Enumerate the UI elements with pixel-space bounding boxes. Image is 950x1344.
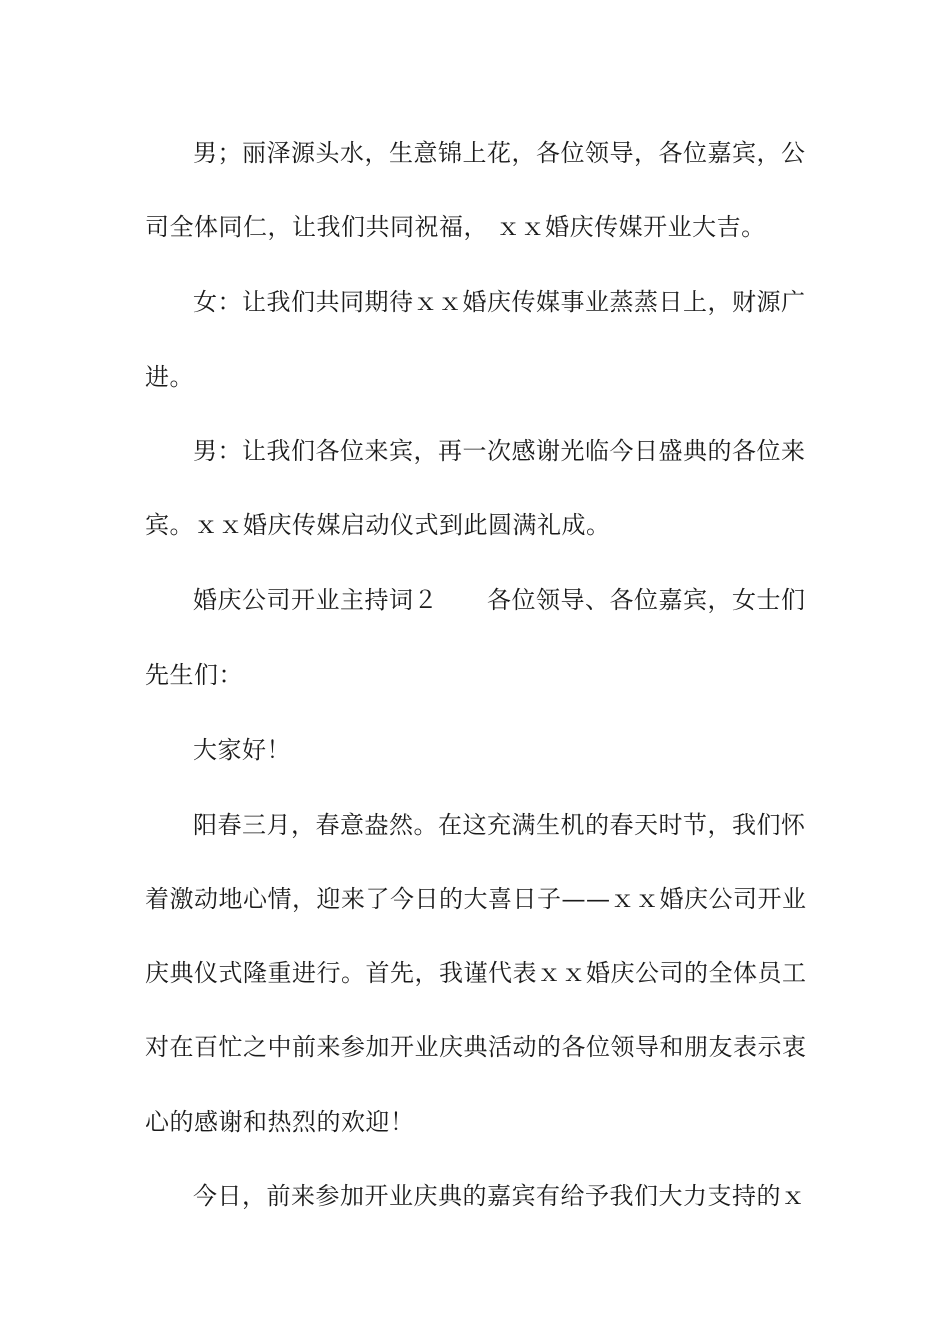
text-line: 司全体同仁，让我们共同祝福， ｘｘ婚庆传媒开业大吉。	[145, 213, 766, 241]
text-line: 阳春三月，春意盎然。在这充满生机的春天时节，我们怀	[193, 811, 806, 839]
text-line: 今日，前来参加开业庆典的嘉宾有给予我们大力支持的ｘ	[193, 1182, 806, 1210]
text-line: 着激动地心情，迎来了今日的大喜日子——ｘｘ婚庆公司开业	[145, 885, 807, 913]
text-line: 男：让我们各位来宾，再一次感谢光临今日盛典的各位来	[193, 437, 806, 465]
text-line: 心的感谢和热烈的欢迎！	[145, 1108, 415, 1136]
text-line: 先生们：	[145, 661, 243, 689]
text-line: 大家好！	[193, 736, 291, 764]
text-line: 婚庆公司开业主持词２ 各位领导、各位嘉宾，女士们	[193, 586, 806, 614]
text-line: 进。	[145, 363, 194, 391]
text-line: 男；丽泽源头水，生意锦上花，各位领导，各位嘉宾，公	[193, 139, 806, 167]
text-line: 女：让我们共同期待ｘｘ婚庆传媒事业蒸蒸日上，财源广	[193, 288, 806, 316]
text-line: 宾。ｘｘ婚庆传媒启动仪式到此圆满礼成。	[145, 511, 611, 539]
text-line: 对在百忙之中前来参加开业庆典活动的各位领导和朋友表示衷	[145, 1033, 807, 1061]
text-line: 庆典仪式隆重进行。首先，我谨代表ｘｘ婚庆公司的全体员工	[145, 959, 807, 987]
